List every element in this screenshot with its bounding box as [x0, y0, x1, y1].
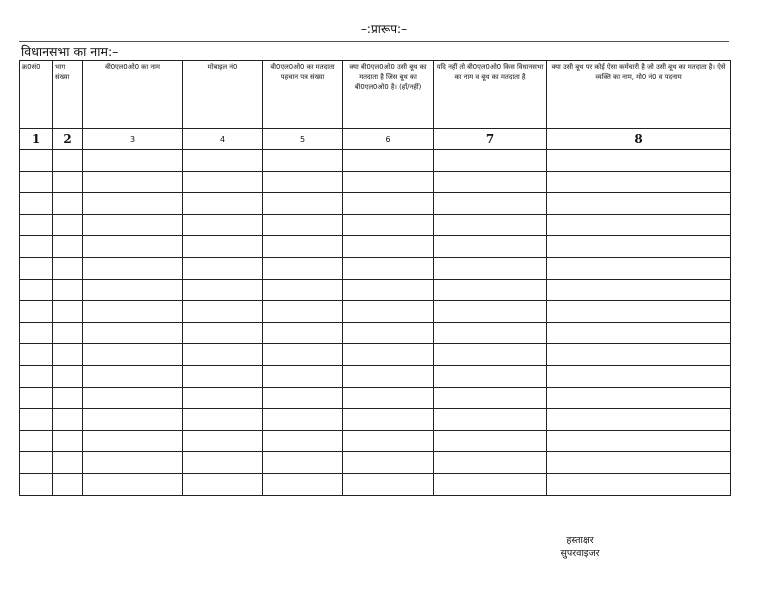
table-cell: [343, 452, 434, 474]
table-cell: [547, 452, 731, 474]
table-cell: [434, 193, 547, 215]
column-number: 8: [547, 129, 731, 150]
header-mobile-no: मोबाइल नं0: [183, 61, 263, 129]
table-cell: [53, 193, 83, 215]
table-cell: [263, 257, 343, 279]
table-cell: [263, 387, 343, 409]
table-row: [20, 193, 731, 215]
column-number: 4: [183, 129, 263, 150]
table-cell: [434, 365, 547, 387]
table-cell: [343, 365, 434, 387]
table-row: [20, 279, 731, 301]
table-cell: [183, 344, 263, 366]
table-cell: [434, 473, 547, 495]
table-cell: [343, 387, 434, 409]
table-cell: [263, 150, 343, 172]
table-cell: [547, 279, 731, 301]
table-cell: [263, 214, 343, 236]
table-row: [20, 473, 731, 495]
table-cell: [343, 473, 434, 495]
header-other-employee-details: क्या उसी बूथ पर कोई ऐसा कर्मचारी है जो उसी बूथ का मतदाता है। ऐसे व्यक्ति का नाम, मो0 नं0 व पदनाम: [547, 61, 731, 129]
table-cell: [434, 344, 547, 366]
table-cell: [343, 150, 434, 172]
table-cell: [83, 409, 183, 431]
table-cell: [547, 214, 731, 236]
table-cell: [83, 236, 183, 258]
table-row: [20, 365, 731, 387]
table-cell: [343, 257, 434, 279]
table-row: [20, 344, 731, 366]
table-cell: [343, 344, 434, 366]
table-cell: [183, 430, 263, 452]
table-cell: [20, 430, 53, 452]
table-cell: [20, 193, 53, 215]
table-cell: [183, 193, 263, 215]
table-cell: [547, 193, 731, 215]
table-cell: [53, 301, 83, 323]
table-cell: [83, 193, 183, 215]
table-cell: [53, 236, 83, 258]
document-title: –:प्रारूप:–: [360, 22, 408, 36]
column-number: 7: [434, 129, 547, 150]
table-cell: [547, 236, 731, 258]
table-row: [20, 236, 731, 258]
table-cell: [343, 214, 434, 236]
table-cell: [183, 387, 263, 409]
table-cell: [434, 236, 547, 258]
table-cell: [20, 301, 53, 323]
supervisor-label: सुपरवाइजर: [560, 548, 600, 559]
table-row: [20, 387, 731, 409]
table-cell: [53, 279, 83, 301]
table-cell: [83, 365, 183, 387]
table-row: [20, 301, 731, 323]
table-cell: [83, 150, 183, 172]
header-divider: [19, 41, 729, 42]
table-cell: [53, 473, 83, 495]
table-row: [20, 322, 731, 344]
table-cell: [83, 171, 183, 193]
table-cell: [83, 387, 183, 409]
table-cell: [263, 279, 343, 301]
table-cell: [547, 430, 731, 452]
table-cell: [53, 322, 83, 344]
table-cell: [547, 150, 731, 172]
table-cell: [183, 452, 263, 474]
table-cell: [263, 322, 343, 344]
table-cell: [183, 150, 263, 172]
table-cell: [20, 322, 53, 344]
table-cell: [434, 322, 547, 344]
table-cell: [83, 473, 183, 495]
table-cell: [20, 387, 53, 409]
header-same-booth-voter: क्या बी0एल0ओ0 उसी बूथ का मतदाता है जिस बूथ का बी0एल0ओ0 है। (हाँ/नहीं): [343, 61, 434, 129]
table-cell: [53, 344, 83, 366]
table-cell: [434, 409, 547, 431]
table-cell: [53, 387, 83, 409]
column-number: 3: [83, 129, 183, 150]
table-cell: [20, 214, 53, 236]
table-cell: [183, 409, 263, 431]
table-cell: [263, 430, 343, 452]
table-cell: [83, 279, 183, 301]
header-part-number: भाग संख्या: [53, 61, 83, 129]
table-cell: [20, 279, 53, 301]
table-row: [20, 150, 731, 172]
header-serial-no: क्र0सं0: [20, 61, 53, 129]
table-cell: [183, 473, 263, 495]
table-cell: [263, 344, 343, 366]
table-cell: [53, 365, 83, 387]
column-number: 5: [263, 129, 343, 150]
table-cell: [343, 322, 434, 344]
table-row: [20, 257, 731, 279]
table-cell: [263, 452, 343, 474]
table-cell: [547, 387, 731, 409]
column-number: 1: [20, 129, 53, 150]
table-cell: [20, 473, 53, 495]
table-cell: [83, 214, 183, 236]
column-number: 2: [53, 129, 83, 150]
table-cell: [183, 214, 263, 236]
table-cell: [343, 301, 434, 323]
header-blo-name: बी0एल0ओ0 का नाम: [83, 61, 183, 129]
table-cell: [183, 301, 263, 323]
table-cell: [547, 365, 731, 387]
table-cell: [83, 322, 183, 344]
table-cell: [183, 257, 263, 279]
table-cell: [263, 171, 343, 193]
table-cell: [83, 257, 183, 279]
table-cell: [83, 344, 183, 366]
table-cell: [263, 301, 343, 323]
table-cell: [343, 171, 434, 193]
table-cell: [434, 387, 547, 409]
table-cell: [434, 452, 547, 474]
table-cell: [263, 473, 343, 495]
table-cell: [547, 257, 731, 279]
table-row: [20, 214, 731, 236]
signature-label: हस्ताक्षर: [566, 535, 594, 546]
table-cell: [263, 409, 343, 431]
assembly-name-label: विधानसभा का नाम:–: [21, 44, 119, 59]
table-cell: [434, 150, 547, 172]
column-number: 6: [343, 129, 434, 150]
header-blo-voter-id: बी0एल0ओ0 का मतदाता पहचान पत्र संख्या: [263, 61, 343, 129]
table-cell: [263, 365, 343, 387]
table-cell: [20, 150, 53, 172]
blo-proforma-table: [19, 60, 731, 496]
table-cell: [343, 193, 434, 215]
table-cell: [263, 193, 343, 215]
table-cell: [343, 430, 434, 452]
table-cell: [547, 301, 731, 323]
table-cell: [83, 430, 183, 452]
table-cell: [547, 344, 731, 366]
table-cell: [20, 236, 53, 258]
table-cell: [343, 236, 434, 258]
table-row: [20, 171, 731, 193]
table-cell: [20, 171, 53, 193]
table-cell: [183, 322, 263, 344]
table-cell: [434, 257, 547, 279]
table-cell: [83, 452, 183, 474]
table-cell: [183, 365, 263, 387]
table-cell: [434, 301, 547, 323]
table-cell: [20, 365, 53, 387]
table-cell: [53, 150, 83, 172]
table-cell: [83, 301, 183, 323]
table-cell: [547, 409, 731, 431]
table-cell: [547, 171, 731, 193]
table-cell: [20, 257, 53, 279]
table-cell: [343, 409, 434, 431]
table-cell: [20, 452, 53, 474]
table-cell: [53, 257, 83, 279]
table-cell: [53, 409, 83, 431]
table-row: [20, 409, 731, 431]
table-cell: [547, 473, 731, 495]
table-cell: [183, 279, 263, 301]
table-cell: [53, 430, 83, 452]
table-cell: [20, 344, 53, 366]
table-cell: [547, 322, 731, 344]
table-cell: [343, 279, 434, 301]
header-other-assembly-booth: यदि नहीं तो बी0एल0ओ0 किस विधानसभा का नाम व बूथ का मतदाता है: [434, 61, 547, 129]
table-cell: [434, 214, 547, 236]
supervisor-signature: [550, 534, 610, 560]
table-cell: [263, 236, 343, 258]
table-cell: [434, 430, 547, 452]
table-cell: [434, 279, 547, 301]
header-row: [20, 61, 731, 129]
table-row: [20, 430, 731, 452]
table-cell: [20, 409, 53, 431]
table-cell: [434, 171, 547, 193]
table-cell: [183, 236, 263, 258]
table-cell: [53, 214, 83, 236]
table-cell: [53, 452, 83, 474]
table-cell: [53, 171, 83, 193]
table-cell: [183, 171, 263, 193]
table-row: [20, 452, 731, 474]
column-number-row: [20, 129, 731, 150]
